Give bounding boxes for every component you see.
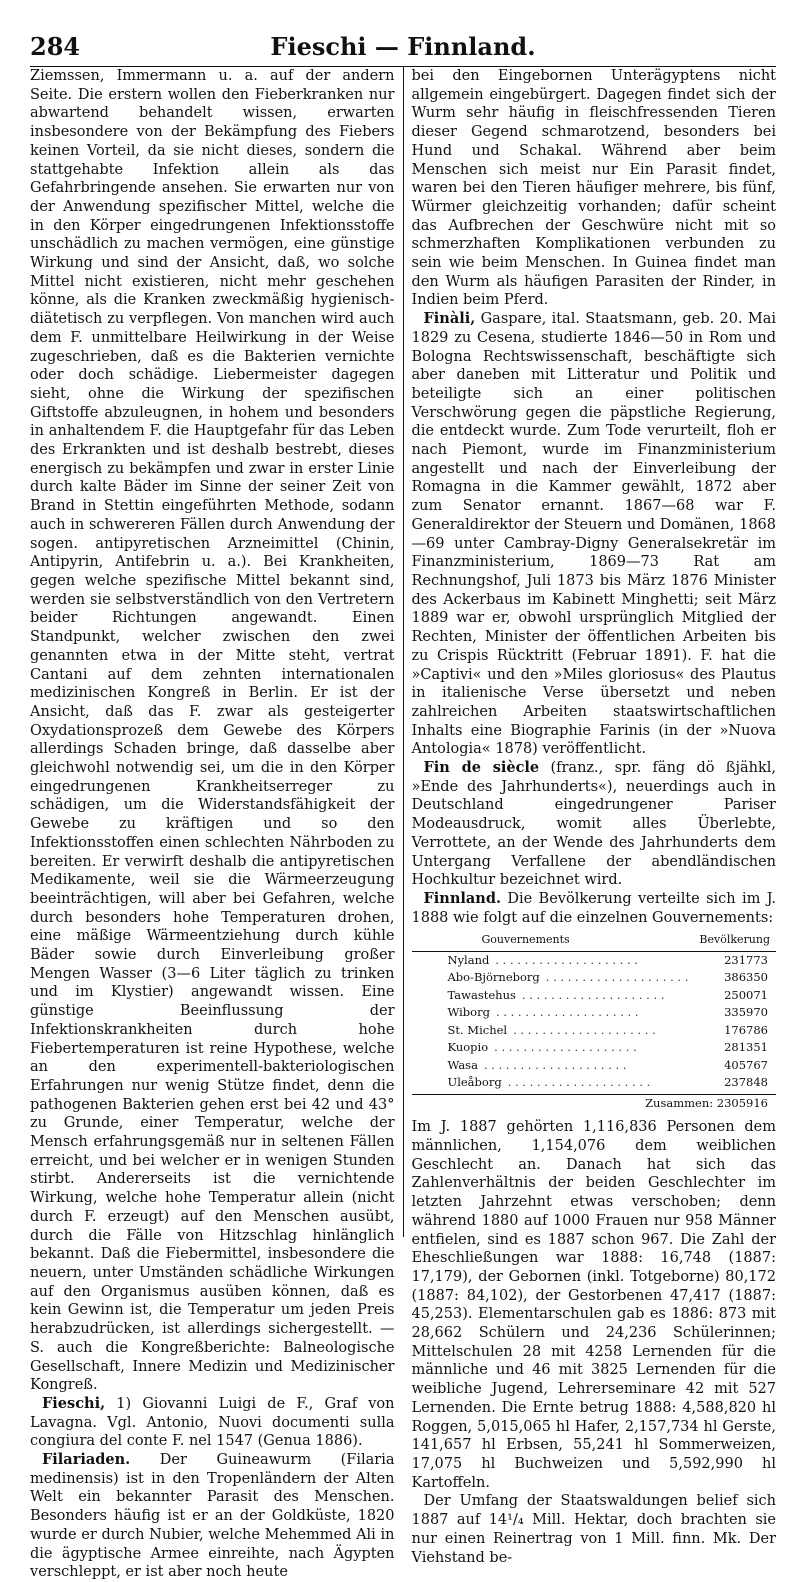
- entry-filariaden: [30, 1451, 395, 1582]
- row-value: 237848: [724, 1075, 768, 1090]
- population-table: [412, 931, 777, 1112]
- row-name: Tawastehus: [447, 987, 516, 1002]
- table-row: [412, 1004, 777, 1022]
- leader-dots: . . . . . . . . . . . . . . . . . . . .: [507, 1075, 651, 1090]
- finnland-statistics: Im J. 1887 gehörten 1,116,836 Personen dem männlichen, 1,154,076 dem weiblichen Geschlecht an. Danach hat sich das Zahlenverhältnis der beiden Geschlechter im letzten Jahrzehnt etwas verschoben; denn während 1880 auf 1000 Frauen nur 958 Männer entfielen, sind es 1887 schon 967. Die Zahl der Eheschließungen war 1888: 16,748 (1887: 17,179), der Gebornen (inkl. Totgeborne) 80,172 (1887: 84,102), der Gestorbenen 47,417 (1887: 45,253). Elementarschulen gab es 1886: 873 mit 28,662 Schülern und 24,236 Schülerinnen; Mittelschulen 28 mit 4258 Lernenden für die männliche und 46 mit 3825 Lernenden für die weibliche Jugend, Lehrerseminare 42 mit 527 Lernenden. Die Ernte betrug 1888: 4,588,820 hl Roggen, 5,015,065 hl Hafer, 2,157,734 hl Gerste, 141,657 hl Erbsen, 55,241 hl Sommerweizen, 17,075 hl Buchweizen und 5,592,990 hl Kartoffeln.: [411, 1119, 776, 1491]
- row-value: 386350: [724, 970, 768, 985]
- row-name: Wiborg: [447, 1005, 490, 1020]
- table-header-value: Bevölkerung: [699, 933, 770, 947]
- leader-dots: . . . . . . . . . . . . . . . . . . . .: [513, 1022, 656, 1037]
- row-name: Wasa: [447, 1057, 478, 1072]
- leader-dots: . . . . . . . . . . . . . . . . . . . .: [483, 1057, 627, 1072]
- row-value: 176786: [724, 1022, 768, 1037]
- page-header: [30, 22, 776, 67]
- column-divider: [403, 67, 404, 1237]
- leader-dots: . . . . . . . . . . . . . . . . . . . .: [495, 1005, 639, 1020]
- entry-finali: [412, 310, 777, 759]
- table-row: [412, 1022, 777, 1040]
- leader-dots: . . . . . . . . . . . . . . . . . . . .: [521, 987, 665, 1002]
- running-title: Fieschi — Finnland.: [270, 32, 536, 61]
- table-row: [412, 952, 777, 970]
- row-value: 250071: [724, 987, 768, 1002]
- table-row: [412, 1039, 777, 1057]
- leader-dots: . . . . . . . . . . . . . . . . . . . .: [494, 1040, 637, 1055]
- entry-fieschi-text: 1) Giovanni Luigi de F., Graf von Lavagna. Vgl. Antonio, Nuovi documenti sulla congiura del conte F. nel 1547 (Genua 1886).: [30, 1395, 395, 1450]
- entry-finnland-text: Die Bevölkerung verteilte sich im J. 1888 wie folgt auf die einzelnen Gouvernements:: [411, 890, 776, 926]
- lemma-fieschi: Fieschi,: [42, 1394, 106, 1412]
- row-name: Abo-Björneborg: [447, 970, 540, 985]
- leader-dots: . . . . . . . . . . . . . . . . . . . .: [495, 952, 638, 967]
- entry-fin-de-siecle-text: (franz., spr. fäng dö ßjähkl, »Ende des Jahrhunderts«), neuerdings auch in Deutschland eingedrungener Pariser Modeausdruck, womit alles Überlebte, Verrottete, an der Wende des Jahrhunderts dem Untergang Verfallene der abendländischen Hochkultur bezeichnet wird.: [411, 760, 777, 889]
- left-column: [30, 67, 395, 1581]
- entry-finali-text: Gaspare, ital. Staatsmann, geb. 20. Mai 1829 zu Cesena, studierte 1846—50 in Rom und Bologna Rechtswissenschaft, beschäftigte sich aber daneben mit Litteratur und Politik und beteiligte sich an einer politischen Verschwörung gegen die päpstliche Regierung, die entdeckt wurde. Zum Tode verurteilt, floh er nach Piemont, wurde im Finanzministerium angestellt und nach der Einverleibung der Romagna in die Kammer gewählt, 1872 aber zum Senator ernannt. 1867—68 war F. Generaldirektor der Steuern und Domänen, 1868—69 unter Cambray-Digny Generalsekretär im Finanzministerium, 1869—73 Rat am Rechnungshof, Juli 1873 bis März 1876 Minister des Ackerbaus im Kabinett Minghetti; seit März 1889 war er, obwohl ursprünglich Mitglied der Rechten, Minister der öffentlichen Arbeiten bis zu Crispis Rücktritt (Februar 1891). F. hat die »Captivi« und den »Miles gloriosus« des Plautus in italienische Verse übersetzt und neben zahlreichen Arbeiten staatswirtschaftlichen Inhalts eine Biographie Farinis (in der »Nuova Antologia« 1878) veröffentlicht.: [411, 311, 776, 758]
- table-row: [412, 969, 777, 987]
- table-row: [412, 1057, 777, 1075]
- lemma-filariaden: Filariaden.: [42, 1451, 131, 1469]
- leader-dots: . . . . . . . . . . . . . . . . . . . .: [545, 970, 689, 985]
- finnland-forestry: Der Umfang der Staatswaldungen belief sich 1887 auf 14¹/₄ Mill. Hektar, doch brachten sie nur einen Reinertrag von 1 Mill. finn. Mk. Der Viehstand be-: [411, 1493, 776, 1566]
- page-number: 284: [30, 32, 81, 61]
- filariaden-continuation: bei den Eingebornen Unterägyptens nicht allgemein eingebürgert. Dagegen findet sich der Wurm sehr häufig in fleischfressenden Tieren dieser Gegend schmarotzend, besonders bei Hund und Schakal. Während aber beim Menschen sich meist nur Ein Parasit findet, waren bei den Tieren häufiger mehrere, bis fünf, Würmer gleichzeitig vorhanden; dafür scheint das Aufbrechen der Geschwüre nicht mit so schmerzhaften Komplikationen verbunden zu sein wie beim Menschen. In Guinea findet man den Wurm als häufigen Parasiten der Rinder, in Indien beim Pferd.: [411, 68, 776, 309]
- table-row: [412, 987, 777, 1005]
- entry-finnland: [412, 890, 777, 927]
- entry-fin-de-siecle: [412, 759, 777, 890]
- lemma-fin-de-siecle: Fin de siècle: [423, 759, 540, 777]
- row-value: 405767: [724, 1057, 768, 1072]
- row-value: 335970: [724, 1005, 768, 1020]
- table-total: Zusammen: 2305916: [412, 1094, 777, 1113]
- row-value: 281351: [724, 1040, 768, 1055]
- lemma-finali: Finàli,: [423, 310, 476, 328]
- row-name: St. Michel: [447, 1022, 508, 1037]
- text-columns: [30, 67, 777, 1581]
- table-header-name: Gouvernements: [481, 933, 570, 947]
- fieber-continuation: Ziemssen, Immermann u. a. auf der andern Seite. Die erstern wollen den Fieberkranken nur abwartend behandelt wissen, erwarten insbesondere von der Bekämpfung des Fiebers keinen Vorteil, da sie nicht dieses, sondern die stattgehabte Infektion allein als das Gefahrbringende ansehen. Sie erwarten nur von der Anwendung spezifischer Mittel, welche die in den Körper eingedrungenen Infektionsstoffe unschädlich zu machen vermögen, eine günstige Wirkung und sind der Ansicht, daß, wo solche Mittel nicht existieren, nicht mehr geschehen könne, als die Kranken zweckmäßig hygienisch-diätetisch zu verpflegen. Von manchen wird auch dem F. unmittelbare Heilwirkung in der Weise zugeschrieben, daß es die Bakterien vernichte oder doch schädige. Liebermeister dagegen sieht, ohne die Wirkung der spezifischen Giftstoffe abzuleugnen, in hohem und besonders in anhaltendem F. die Hauptgefahr für das Leben des Erkrankten und ist deshalb bestrebt, dieses energisch zu bekämpfen und zwar in erster Linie durch kalte Bäder im Sinne der seiner Zeit von Brand in Stettin eingeführten Methode, sodann auch in schwereren Fällen durch Anwendung der sogen. antipyretischen Arzneimittel (Chinin, Antipyrin, Antifebrin u. a.). Bei Krankheiten, gegen welche spezifische Mittel bekannt sind, werden sie selbstverständlich von den Vertretern beider Richtungen angewandt. Einen Standpunkt, welcher zwischen den zwei genannten etwa in der Mitte steht, vertrat Cantani auf dem zehnten internationalen medizinischen Kongreß in Berlin. Er ist der Ansicht, daß das F. zwar als gesteigerter Oxydationsprozeß dem Gewebe des Körpers allerdings Schaden bringe, daß dasselbe aber gleichwohl notwendig sei, um die in den Körper eingedrungenen Krankheitserreger zu schädigen, um die Widerstandsfähigkeit der Gewebe zu kräftigen und so den Infektionsstoffen einen schlechten Nährboden zu bereiten. Er verwirft deshalb die antipyretischen Medikamente, weil sie die Wärmeerzeugung beeinträchtigen, will aber bei Gefahren, welche durch besonders hohe Temperaturen drohen, eine mäßige Wärmeentziehung durch kühle Bäder sowie durch Einverleibung großer Mengen Wasser (3—6 Liter täglich zu trinken und im Klystier) angewandt wissen. Eine günstige Beeinflussung der Infektionskrankheiten durch hohe Fiebertemperaturen ist reine Hypothese, welche an den experimentell-bakteriologischen Erfahrungen nur wenig Stütze findet, denn die pathogenen Bakterien gehen erst bei 42 und 43° zu Grunde, einer Temperatur, welche der Mensch erfahrungsgemäß nur in seltenen Fällen erreicht, und bei welcher er in wenigen Stunden stirbt. Andererseits ist die vernichtende Wirkung, welche hohe Temperatur allein (nicht durch F. erzeugt) auf den Menschen ausübt, durch die Fälle von Hitzschlag hinlänglich bekannt. Daß die Fiebermittel, insbesondere die neuern, unter Umständen schädliche Wirkungen auf den Organismus ausüben können, daß es kein Gewinn ist, die Temperatur um jeden Preis herabzudrücken, ist allerdings sichergestellt. — S. auch die Kongreßberichte: Balneologische Gesellschaft, Innere Medizin und Medizinischer Kongreß.: [30, 68, 395, 1394]
- table-row: [412, 1074, 777, 1092]
- lemma-finnland: Finnland.: [423, 889, 502, 907]
- table-header: [412, 931, 777, 952]
- row-name: Nyland: [447, 952, 490, 967]
- entry-fieschi: [30, 1395, 395, 1451]
- right-column: [411, 67, 777, 1566]
- row-name: Uleåborg: [447, 1075, 502, 1090]
- row-name: Kuopio: [447, 1040, 489, 1055]
- row-value: 231773: [724, 952, 768, 967]
- entry-filariaden-text: Der Guineawurm (Filaria medinensis) ist in den Tropenländern der Alten Welt ein bekannter Parasit des Menschen. Besonders häufig ist er an der Goldküste, 1820 wurde er durch Nubier, welche Mehemmed Ali in die ägyptische Armee einreihte, nach Ägypten verschleppt, er ist aber noch heute: [30, 1452, 395, 1581]
